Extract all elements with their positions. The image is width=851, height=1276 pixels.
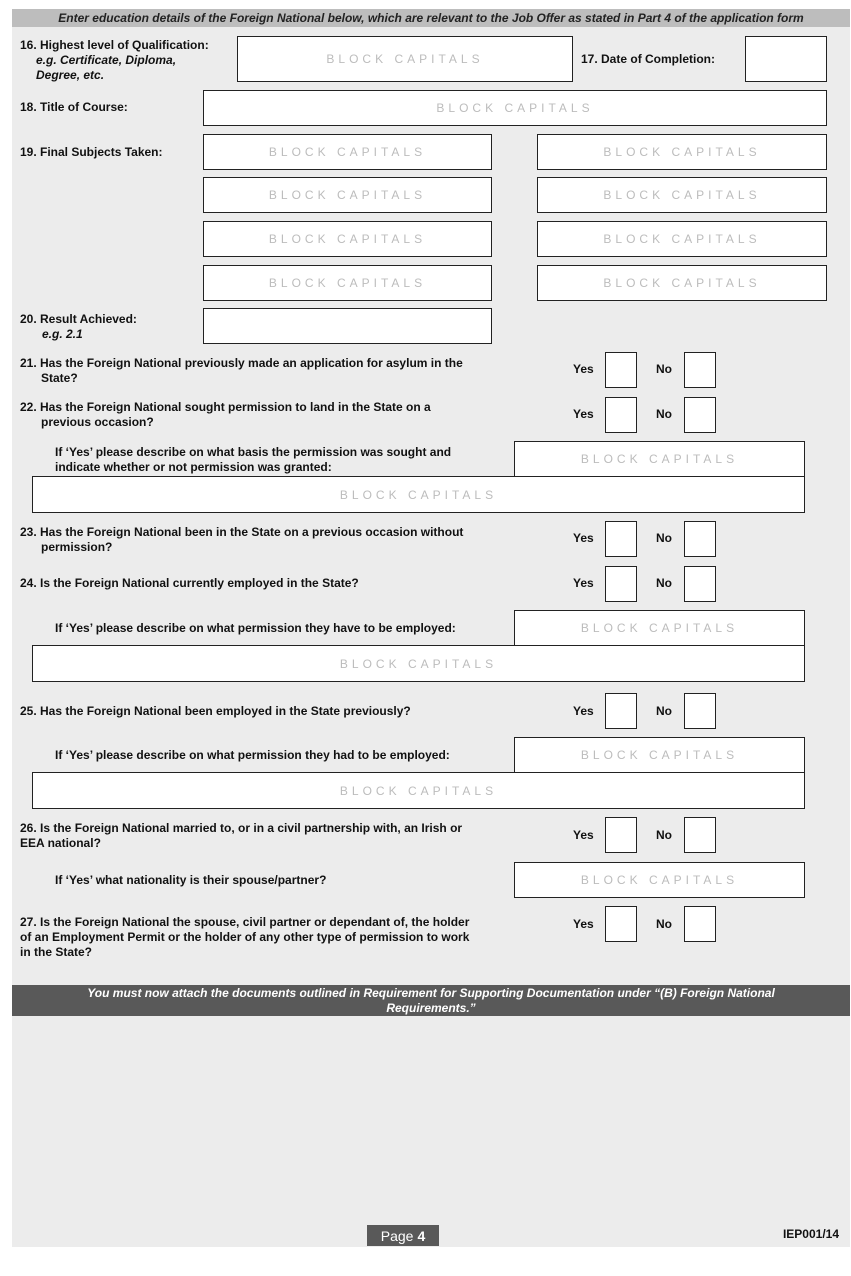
q22-yes-label: Yes <box>573 407 594 421</box>
q18-label: 18. Title of Course: <box>20 100 128 114</box>
q24-no-checkbox[interactable] <box>684 566 716 602</box>
q25-yes-label: Yes <box>573 704 594 718</box>
q22-details-input[interactable]: BLOCK CAPITALS <box>514 441 805 477</box>
q23-no-label: No <box>656 531 672 545</box>
completion-date-input[interactable] <box>745 36 827 82</box>
page-label: Page <box>380 1227 414 1244</box>
q25-no-label: No <box>656 704 672 718</box>
q16-label: 16. Highest level of Qualification: e.g. Certificate, Diploma, Degree, etc. <box>20 38 209 82</box>
q25-details-input-2[interactable]: BLOCK CAPITALS <box>32 772 805 809</box>
q25-yes-checkbox[interactable] <box>605 693 637 729</box>
form-code: IEP001/14 <box>782 1227 839 1241</box>
q24-details-input[interactable]: BLOCK CAPITALS <box>514 610 805 646</box>
subject-input-8[interactable]: BLOCK CAPITALS <box>537 265 827 301</box>
q21-yes-checkbox[interactable] <box>605 352 637 388</box>
q24-if-yes-label: If ‘Yes’ please describe on what permission they have to be employed: <box>55 621 456 635</box>
course-title-input[interactable]: BLOCK CAPITALS <box>203 90 827 126</box>
q24-yes-checkbox[interactable] <box>605 566 637 602</box>
q24-details-input-2[interactable]: BLOCK CAPITALS <box>32 645 805 682</box>
supporting-docs-notice: You must now attach the documents outlined in Requirement for Supporting Documentation under “(B) Foreign National Requirements.” <box>12 985 850 1016</box>
q20-label: 20. Result Achieved: e.g. 2.1 <box>20 312 137 341</box>
q27-yes-checkbox[interactable] <box>605 906 637 942</box>
q24-label: 24. Is the Foreign National currently employed in the State? <box>20 576 359 590</box>
q22-yes-checkbox[interactable] <box>605 397 637 433</box>
q26-label: 26. Is the Foreign National married to, or in a civil partnership with, an Irish or EEA national? <box>20 821 463 850</box>
q22-if-yes-label: If ‘Yes’ please describe on what basis the permission was sought and indicate whether or not permission was granted: <box>55 445 452 474</box>
q21-label: 21. Has the Foreign National previously made an application for asylum in the State? <box>20 356 463 385</box>
page-number-badge <box>367 1225 439 1246</box>
subject-input-5[interactable]: BLOCK CAPITALS <box>203 221 492 257</box>
subject-input-1[interactable]: BLOCK CAPITALS <box>203 134 492 170</box>
q27-no-checkbox[interactable] <box>684 906 716 942</box>
q17-label: 17. Date of Completion: <box>581 52 716 66</box>
subject-input-4[interactable]: BLOCK CAPITALS <box>537 177 827 213</box>
q26-no-label: No <box>656 828 672 842</box>
q24-no-label: No <box>656 576 672 590</box>
subject-input-7[interactable]: BLOCK CAPITALS <box>203 265 492 301</box>
subject-input-6[interactable]: BLOCK CAPITALS <box>537 221 827 257</box>
qualification-input[interactable]: BLOCK CAPITALS <box>237 36 573 82</box>
q22-details-input-2[interactable]: BLOCK CAPITALS <box>32 476 805 513</box>
q23-yes-label: Yes <box>573 531 594 545</box>
q26-if-yes-label: If ‘Yes’ what nationality is their spouse/partner? <box>55 873 327 887</box>
q25-details-input[interactable]: BLOCK CAPITALS <box>514 737 805 773</box>
q26-yes-label: Yes <box>573 828 594 842</box>
subject-input-3[interactable]: BLOCK CAPITALS <box>203 177 492 213</box>
q21-no-checkbox[interactable] <box>684 352 716 388</box>
q23-no-checkbox[interactable] <box>684 521 716 557</box>
q21-no-label: No <box>656 362 672 376</box>
q25-no-checkbox[interactable] <box>684 693 716 729</box>
result-input[interactable] <box>203 308 492 344</box>
q22-label: 22. Has the Foreign National sought permission to land in the State on a previous occasion? <box>20 400 431 429</box>
q21-yes-label: Yes <box>573 362 594 376</box>
q25-label: 25. Has the Foreign National been employed in the State previously? <box>20 704 411 718</box>
q27-yes-label: Yes <box>573 917 594 931</box>
q26-yes-checkbox[interactable] <box>605 817 637 853</box>
q24-yes-label: Yes <box>573 576 594 590</box>
subject-input-2[interactable]: BLOCK CAPITALS <box>537 134 827 170</box>
q19-label: 19. Final Subjects Taken: <box>20 145 163 159</box>
q23-label: 23. Has the Foreign National been in the State on a previous occasion without permission? <box>20 525 464 554</box>
q27-no-label: No <box>656 917 672 931</box>
page-number: 4 <box>417 1227 426 1244</box>
section-header: Enter education details of the Foreign National below, which are relevant to the Job Offer as stated in Part 4 of the application form <box>12 9 850 27</box>
q22-no-label: No <box>656 407 672 421</box>
q27-label: 27. Is the Foreign National the spouse, civil partner or dependant of, the holder of an Employment Permit or the holder of any other type of permission to work in the State? <box>20 915 470 959</box>
q23-yes-checkbox[interactable] <box>605 521 637 557</box>
q26-no-checkbox[interactable] <box>684 817 716 853</box>
spouse-nationality-input[interactable]: BLOCK CAPITALS <box>514 862 805 898</box>
q25-if-yes-label: If ‘Yes’ please describe on what permission they had to be employed: <box>55 748 450 762</box>
q22-no-checkbox[interactable] <box>684 397 716 433</box>
